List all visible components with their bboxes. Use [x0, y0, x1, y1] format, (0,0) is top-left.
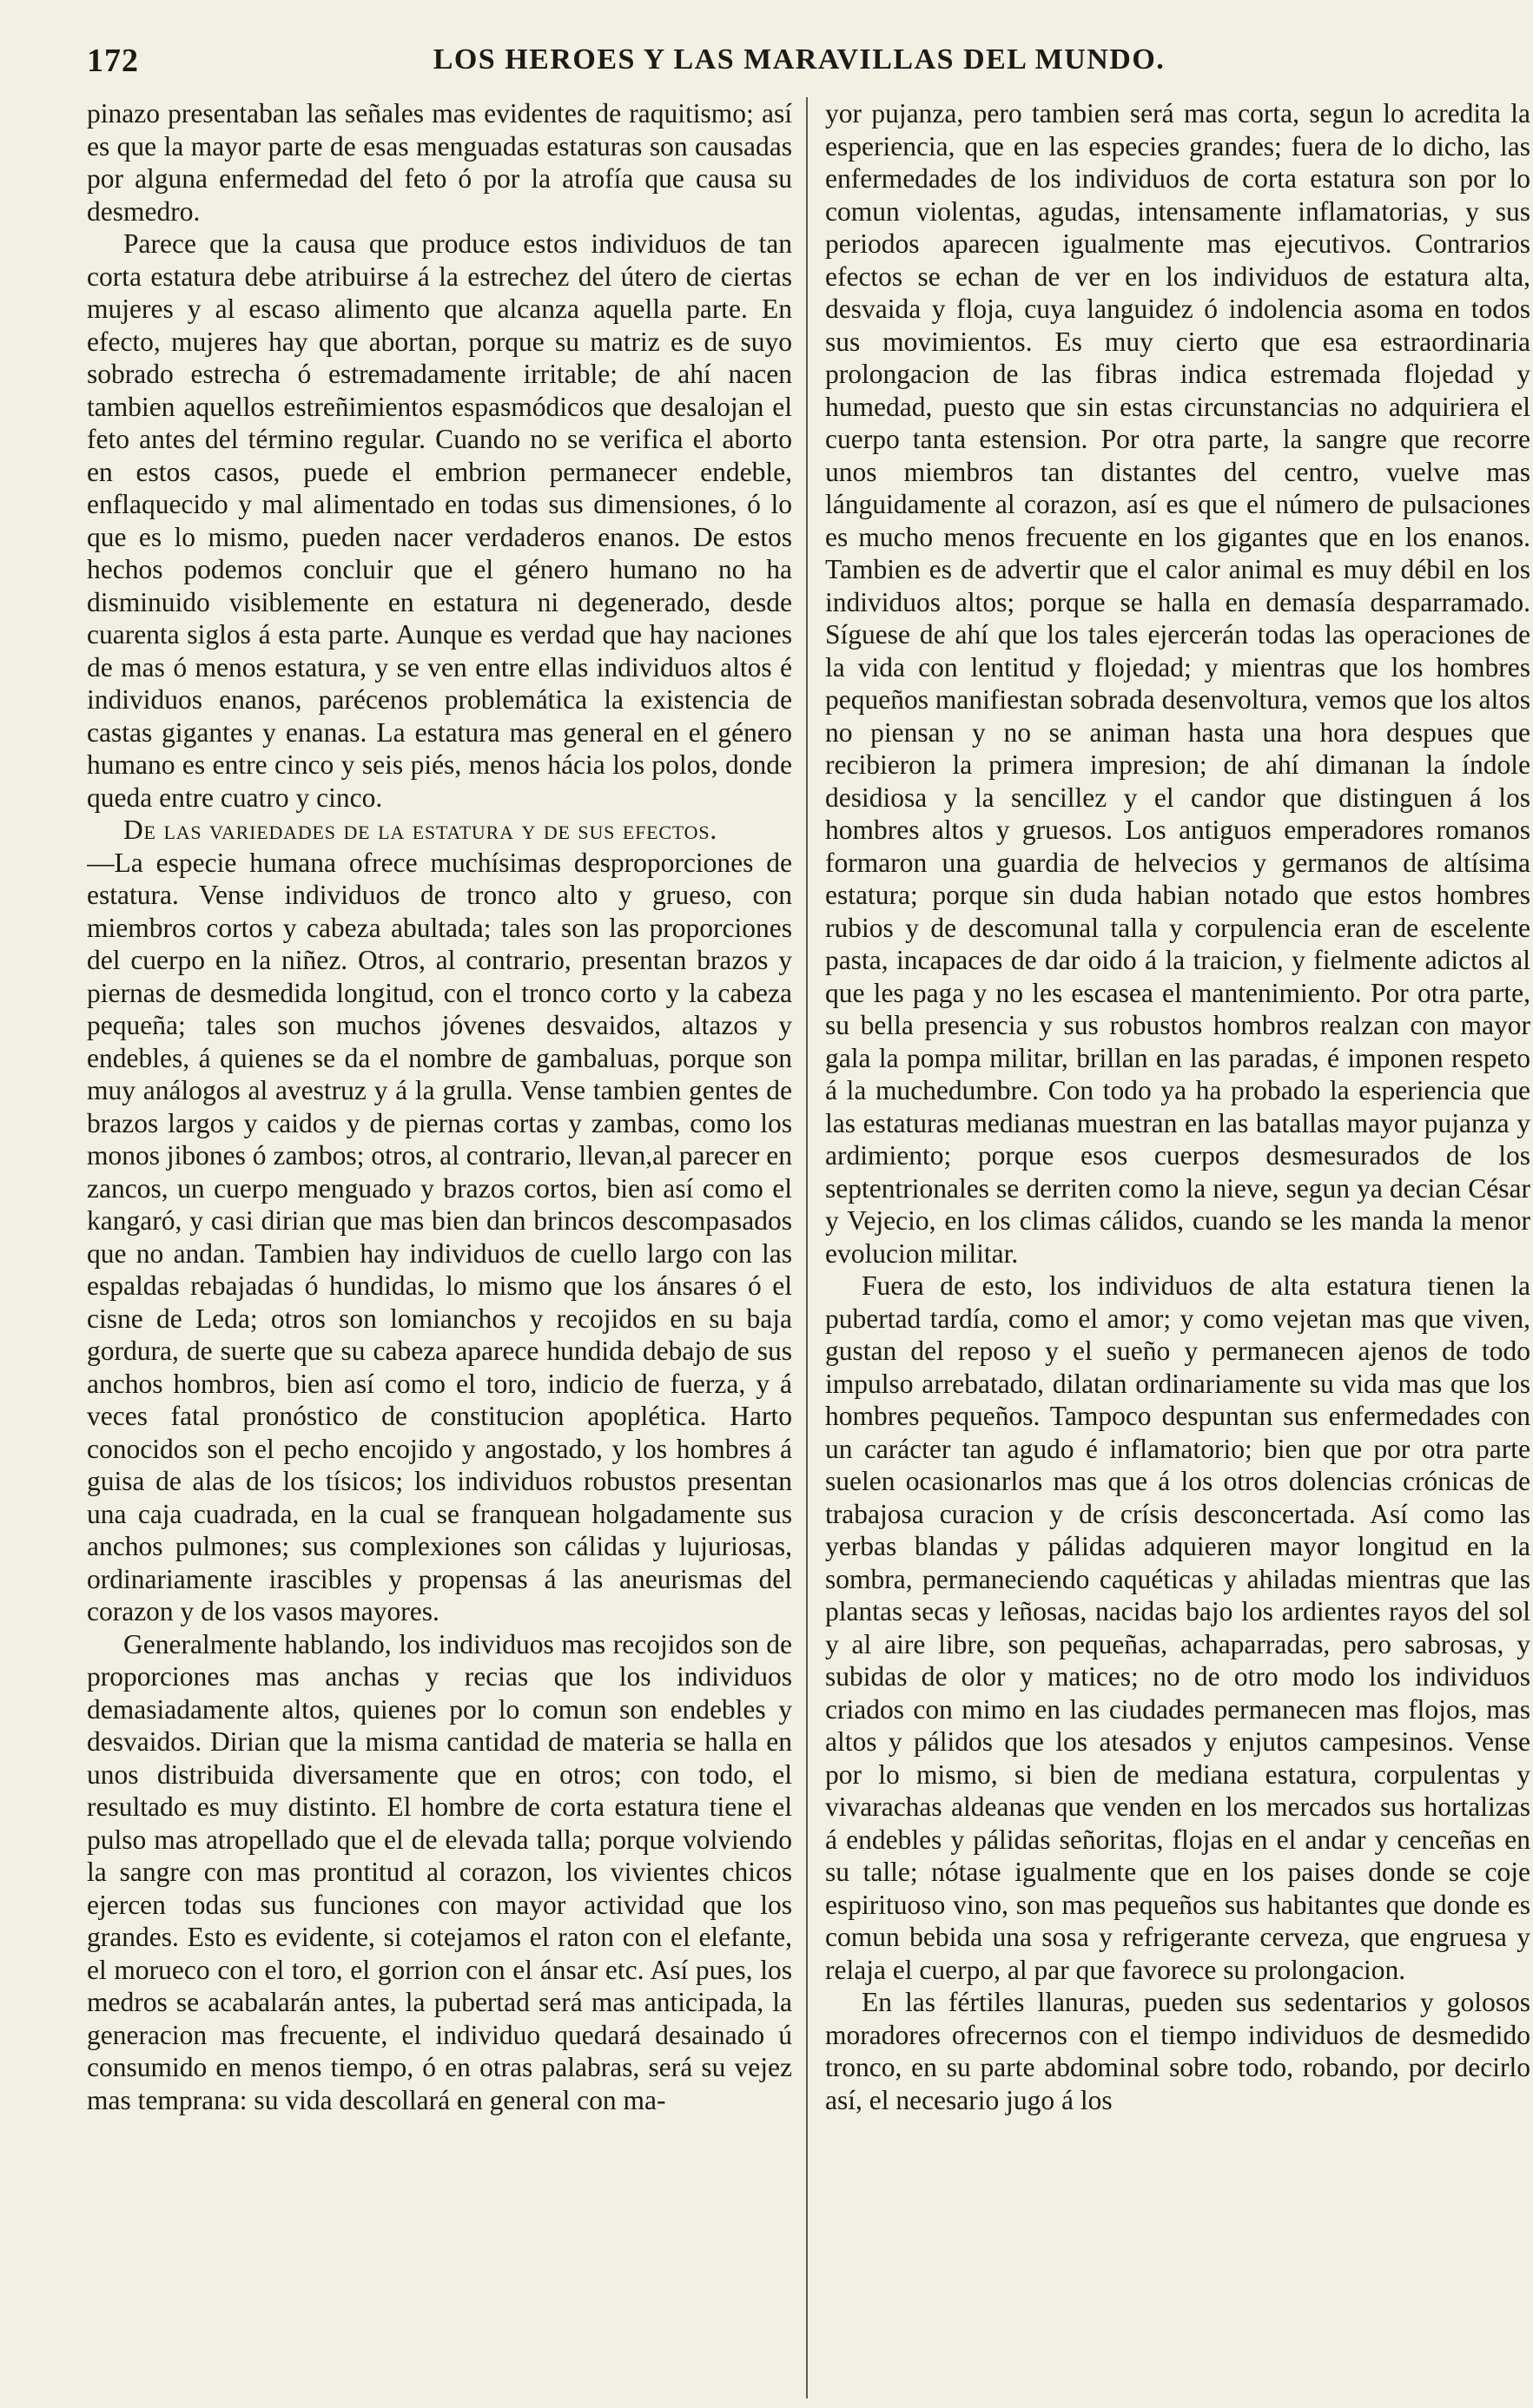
left-column	[87, 97, 792, 2398]
paragraph: Generalmente hablando, los individuos mas recojidos son de proporciones mas anchas y recias que los individuos demasiadamente altos, quienes por lo comun son endebles y desvaidos. Dirian que la misma cantidad de materia se halla en unos distribuida diversamente que en otros; con todo, el resultado es muy distinto. El hombre de corta estatura tiene el pulso mas atropellado que el de elevada talla; porque volviendo la sangre con mas prontitud al corazon, los vivientes chicos ejercen todas sus funciones con mayor actividad que los grandes. Esto es evidente, si cotejamos el raton con el elefante, el morueco con el toro, el gorrion con el ánsar etc. Así pues, los medros se acabalarán antes, la pubertad será mas anticipada, la generacion mas frecuente, el individuo quedará desainado ú consumido en menos tiempo, ó en otras palabras, será su vejez mas temprana: su vida descollará en general con ma-	[87, 1628, 792, 2115]
paragraph: pinazo presentaban las señales mas evidentes de raquitismo; así es que la mayor parte de esas menguadas estaturas son causadas por alguna enfermedad del feto ó por la atrofía que causa su desmedro.	[87, 98, 792, 227]
paragraph: En las fértiles llanuras, pueden sus sedentarios y golosos moradores ofrecernos con el tiempo individuos de desmedido tronco, en su parte abdominal sobre todo, robando, por decirlo así, el necesario jugo á los	[825, 1987, 1530, 2115]
right-column	[825, 97, 1530, 2398]
page-header	[87, 42, 1511, 90]
paragraph: yor pujanza, pero tambien será mas corta, segun lo acredita la esperiencia, que en las especies grandes; fuera de lo dicho, las enfermedades de los individuos de corta estatura son por lo comun violentas, agudas, intensamente inflamatorias, y sus periodos aparecen igualmente mas ejecutivos. Contrarios efectos se echan de ver en los individuos de estatura alta, desvaida y floja, cuya languidez ó indolencia asoma en todos sus movimientos. Es muy cierto que esa estraordinaria prolongacion de las fibras indica estremada flojedad y humedad, puesto que sin estas circunstancias no adquiriera el cuerpo tanta estension. Por otra parte, la sangre que recorre unos miembros tan distantes del centro, vuelve mas lánguidamente al corazon, así es que el número de pulsaciones es mucho menos frecuente en los gigantes que en los enanos. Tambien es de advertir que el calor animal es muy débil en los individuos altos; porque se halla en demasía desparramado. Síguese de ahí que los tales ejercerán todas las operaciones de la vida con lentitud y flojedad; y mientras que los hombres pequeños manifiestan sobrada desenvoltura, vemos que los altos no piensan y no se animan hasta una hora despues que recibieron la primera impresion; de ahí dimanan la índole desidiosa y la sencillez y el candor que distinguen á los hombres altos y gruesos. Los antiguos emperadores romanos formaron una guardia de helvecios y germanos de altísima estatura; porque sin duda habian notado que estos hombres rubios y de descomunal talla y corpulencia eran de escelente pasta, incapaces de dar oido á la traicion, y fielmente adictos al que les paga y no les escasea el mantenimiento. Por otra parte, su bella presencia y sus robustos hombros realzan con mayor gala la pompa militar, brillan en las paradas, é imponen respeto á la muchedumbre. Con todo ya ha probado la esperiencia que las estaturas medianas muestran en las batallas mayor pujanza y ardimiento; porque esos cuerpos desmesurados de los septentrionales se derriten como la nieve, segun ya decian César y Vejecio, en los climas cálidos, cuando se les manda la menor evolucion militar.	[825, 98, 1530, 1269]
page-number: 172	[87, 43, 139, 79]
section-heading: De las variedades de la estatura y de sus efectos.	[123, 815, 718, 845]
paragraph: Parece que la causa que produce estos individuos de tan corta estatura debe atribuirse á la estrechez del útero de ciertas mujeres y al escaso alimento que alcanza aquella parte. En efecto, mujeres hay que abortan, porque su matriz es de suyo sobrado estrecha ó estremadamente irritable; de ahí nacen tambien aquellos estreñimientos espasmódicos que desalojan el feto antes del término regular. Cuando no se verifica el aborto en estos casos, puede el embrion permanecer endeble, enflaquecido y mal alimentado en todas sus dimensiones, ó lo que es lo mismo, pueden nacer verdaderos enanos. De estos hechos podemos concluir que el género humano no ha disminuido visiblemente en estatura ni degenerado, desde cuarenta siglos á esta parte. Aunque es verdad que hay naciones de mas ó menos estatura, y se ven entre ellas individuos altos é individuos enanos, parécenos problemática la existencia de castas gigantes y enanas. La estatura mas general en el género humano es entre cinco y seis piés, menos hácia los polos, donde queda entre cuatro y cinco.	[87, 228, 792, 813]
column-divider	[806, 97, 808, 2398]
running-title: LOS HEROES Y LAS MARAVILLAS DEL MUNDO.	[433, 43, 1166, 76]
paragraph: Fuera de esto, los individuos de alta estatura tienen la pubertad tardía, como el amor; y como vejetan mas que viven, gustan del reposo y el sueño y permanecen ajenos de todo impulso arrebatado, dilatan ordinariamente su vida mas que los hombres pequeños. Tampoco despuntan sus enfermedades con un carácter tan agudo é inflamatorio; bien que por otra parte suelen ocasionarlos mas que á los otros dolencias crónicas de trabajosa curacion y de crísis desconcertada. Así como las yerbas blandas y pálidas adquieren mayor longitud en la sombra, permaneciendo caquéticas y ahiladas mientras que las plantas secas y leñosas, nacidas bajo los ardientes rayos del sol y al aire libre, son pequeñas, achaparradas, pero sabrosas, y subidas de olor y matices; no de otro modo los individuos criados con mimo en las ciudades permanecen mas flojos, mas altos y pálidos que los atesados y enjutos campesinos. Vense por lo mismo, si bien de mediana estatura, corpulentas y vivarachas aldeanas que venden en los mercados sus hortalizas á endebles y pálidas señoritas, flojas en el andar y cenceñas en su talle; nótase igualmente que en los paises donde se coje espirituoso vino, son mas pequeños sus habitantes que donde es comun bebida una sosa y refrigerante cerveza, que engruesa y relaja el cuerpo, al par que favorece su prolongacion.	[825, 1270, 1530, 1985]
paragraph: —La especie humana ofrece muchísimas desproporciones de estatura. Vense individuos de tronco alto y grueso, con miembros cortos y cabeza abultada; tales son las proporciones del cuerpo en la niñez. Otros, al contrario, presentan brazos y piernas de desmedida longitud, con el tronco corto y la cabeza pequeña; tales son muchos jóvenes desvaidos, altazos y endebles, á quienes se da el nombre de gambaluas, porque son muy análogos al avestruz y á la grulla. Vense tambien gentes de brazos largos y caidos y de piernas cortas y zambas, como los monos jibones ó zambos; otros, al contrario, llevan,al parecer en zancos, un cuerpo menguado y brazos cortos, bien así como el kangaró, y casi dirian que mas bien dan brincos descompasados que no andan. Tambien hay individuos de cuello largo con las espaldas rebajadas ó hundidas, lo mismo que los ánsares ó el cisne de Leda; otros son lomianchos y recojidos en su baja gordura, de suerte que su cabeza aparece hundida debajo de sus anchos hombros, bien así como el toro, indicio de fuerza, y á veces fatal pronóstico de constitucion apoplética. Harto conocidos son el pecho encojido y angostado, y los hombres á guisa de alas de los tísicos; los individuos robustos presentan una caja cuadrada, en la cual se franquean holgadamente sus anchos pulmones; sus complexiones son cálidas y lujuriosas, ordinariamente irascibles y propensas á las aneurismas del corazon y de los vasos mayores.	[87, 847, 792, 1626]
